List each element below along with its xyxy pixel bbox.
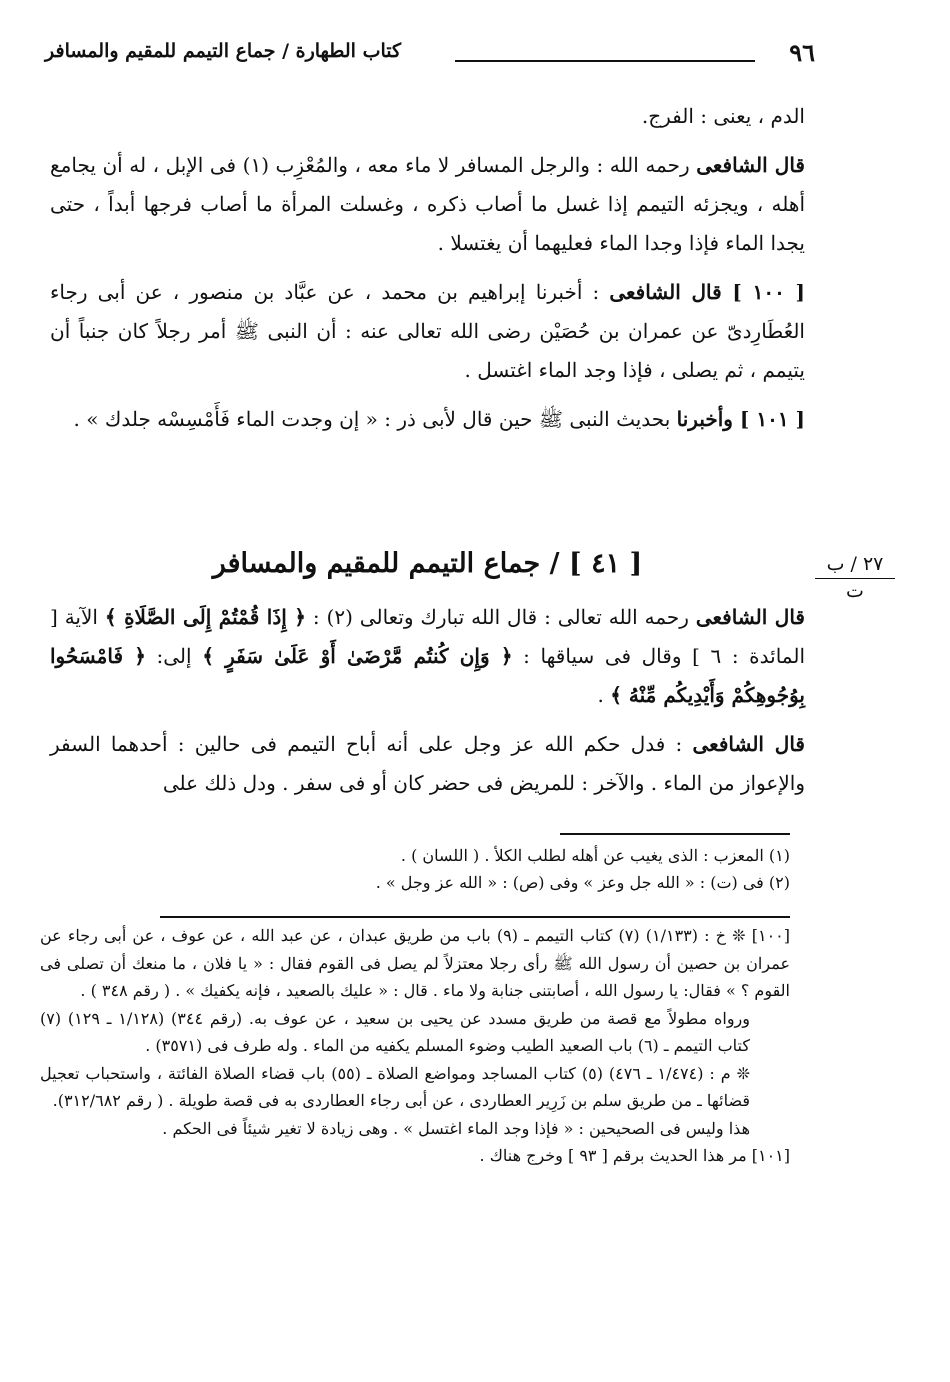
- paragraph-shafii-3: [50, 725, 805, 803]
- paragraph-text: .: [597, 683, 611, 707]
- section-heading: [ ٤١ ] / جماع التيمم للمقيم والمسافر: [212, 548, 643, 579]
- upper-body-text: [50, 97, 805, 439]
- margin-manuscript-siglum: ت: [846, 580, 864, 602]
- page-number: ٩٦: [789, 38, 815, 67]
- takhrij-100-note: هذا وليس فى الصحيحين : « فإذا وجد الماء اغتسل » . وهى زيادة لا تغير شيئاً فى الحكم .: [162, 1118, 750, 1138]
- takhrij-rule: [160, 916, 790, 918]
- lower-body-text: [50, 598, 805, 803]
- paragraph-lead: [ ١٠٠ ] قال الشافعى: [609, 280, 805, 304]
- page-header: [45, 36, 815, 76]
- takhrij-100-bukhari-long: ورواه مطولاً مع قصة من طريق مسدد عن يحيى بن سعيد ، عن عوف به. (رقم ٣٤٤) (١/١٢٨ ـ ١٢٩) (٧) كتاب التيمم ـ (٦) باب الصعيد الطيب وضوء المسلم يكفيه من الماء . وله طرف فى (٣٥٧١) .: [40, 1008, 750, 1055]
- paragraph-continuation: الدم ، يعنى : الفرج.: [641, 104, 805, 128]
- footnote-2: (٢) فى (ت) : « الله جل وعز » وفى (ص) : « الله عز وجل » .: [375, 873, 790, 892]
- footnote-rule: [560, 833, 790, 835]
- paragraph-text: رحمه الله : والرجل المسافر لا ماء معه ، والمُعْزِب (١) فى الإبل ، له أن يجامع أهله ، ويجزئه التيمم إذا غسل ما أصاب ذكره ، وغسلت المرأة ما أصاب فرجها أبداً ، حتى يجدا الماء فإذا وجدا الماء فعليهما أن يغتسلا .: [50, 153, 805, 255]
- paragraph-text: : أخبرنا إبراهيم بن محمد ، عن عبَّاد بن منصور ، عن أبى رجاء العُطَارِدىّ عن عمران بن حُصَيْن رضى الله تعالى عنه : أن النبى ﷺ أمر رجلاً كان جنباً أن يتيمم ، ثم يصلى ، فإذا وجد الماء اغتسل .: [50, 280, 805, 382]
- paragraph-lead: قال الشافعى: [695, 605, 805, 629]
- paragraph-lead: [ ١٠١ ] وأخبرنا: [676, 407, 805, 431]
- paragraph-text: إلى:: [145, 644, 203, 668]
- takhrij-101: [١٠١] مر هذا الحديث برقم [ ٩٣ ] وخرج هناك .: [479, 1146, 790, 1165]
- paragraph-lead: قال الشافعى: [696, 153, 805, 177]
- paragraph-hadith-101: [50, 400, 805, 439]
- takhrij-notes: [40, 922, 790, 1170]
- margin-folio: ٢٧ / ب: [815, 552, 895, 579]
- paragraph-hadith-100: [50, 273, 805, 390]
- footnote-1: (١) المعزب : الذى يغيب عن أهله لطلب الكلأ . ( اللسان ) .: [400, 846, 790, 865]
- paragraph-lead: قال الشافعى: [692, 732, 805, 756]
- margin-note: [815, 552, 895, 603]
- paragraph-text: بحديث النبى ﷺ حين قال لأبى ذر : « إن وجدت الماء فَأَمْسِسْه جلدك » .: [73, 407, 677, 431]
- quran-verse: ﴿ فَامْسَحُوا بِوُجُوهِكُمْ وَأَيْدِيكُم مِّنْهُ ﴾: [50, 644, 805, 707]
- paragraph-text: : فدل حكم الله عز وجل على أنه أباح التيمم فى حالين : أحدهما السفر والإعواز من الماء . والآخر : للمريض فى حضر كان أو فى سفر . ودل ذلك على: [50, 732, 805, 795]
- header-rule: [455, 60, 755, 62]
- paragraph-shafii-2: [50, 598, 805, 715]
- takhrij-100: [١٠٠] ❊ خ : (١/١٣٣) (٧) كتاب التيمم ـ (٩) باب من طريق عبدان ، عن عبد الله ، عن عوف ، عن أبى رجاء عن عمران بن حصين أن رسول الله ﷺ رأى رجلا معتزلاً لم يصل فى القوم فقال : « يا فلان ، ما منعك أن تصلى فى القوم ؟ » فقال: يا رسول الله ، أصابتنى جنابة ولا ماء . قال : « عليك بالصعيد ، فإنه يكفيك » . ( رقم ٣٤٨ ) .: [40, 926, 790, 1000]
- quran-verse: ﴿ إِذَا قُمْتُمْ إِلَى الصَّلَاةِ ﴾: [104, 605, 307, 629]
- quran-verse: ﴿ وَإِن كُنتُم مَّرْضَىٰ أَوْ عَلَىٰ سَفَرٍ ﴾: [202, 644, 513, 668]
- footnotes: [100, 842, 790, 896]
- takhrij-100-muslim: ❊ م : (١/٤٧٤ ـ ٤٧٦) (٥) كتاب المساجد ومواضع الصلاة ـ (٥٥) باب قضاء الصلاة الفائتة ، واستحباب تعجيل قضائها ـ من طريق سلم بن زَرِير العطاردى ، عن أبى رجاء العطاردى به فى قصة طويلة . ( رقم ٣١٢/٦٨٢).: [40, 1063, 750, 1110]
- paragraph-text: الآية [ المائدة : ٦ ] وقال فى سياقها :: [50, 605, 806, 668]
- paragraph-shafii-1: [50, 146, 805, 263]
- paragraph-text: رحمه الله تعالى : قال الله تبارك وتعالى (٢) :: [306, 605, 696, 629]
- running-title: كتاب الطهارة / جماع التيمم للمقيم والمسافر: [45, 40, 402, 62]
